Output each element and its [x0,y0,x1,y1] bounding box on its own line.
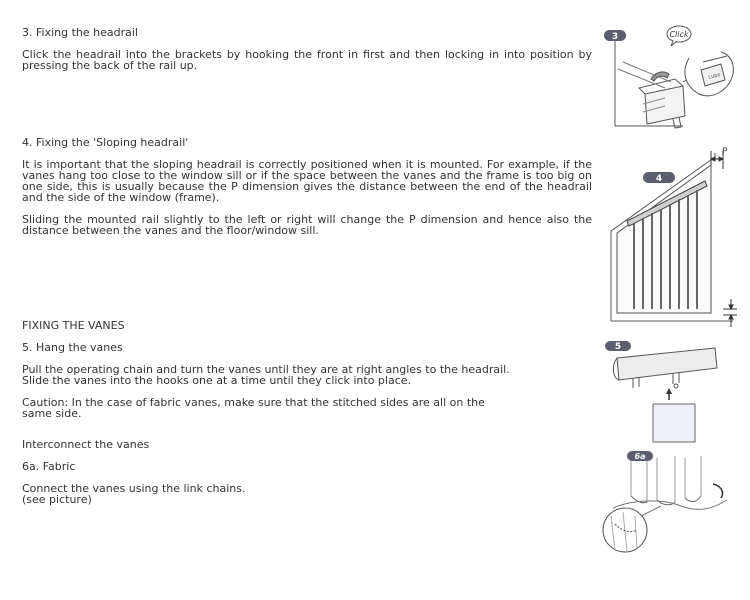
svg-text:6a: 6a [634,452,646,461]
badge-step-3 [604,30,626,42]
heading-hang-vanes: 5. Hang the vanes [22,341,123,354]
badge-step-6a [627,451,653,461]
badge-step-4 [643,172,675,184]
paragraph-operating-chain: Pull the operating chain and turn the vanes until they are at right angles to the headrail. [22,363,510,376]
heading-sloping-headrail: 4. Fixing the 'Sloping headrail' [22,136,189,149]
figure-hang-vanes [603,338,723,443]
fabric-vanes-illustration [613,456,727,509]
paragraph-see-picture: (see picture) [22,493,92,506]
figure-fixing-headrail [603,24,738,134]
zoom-inset [603,506,661,552]
svg-text:3: 3 [611,32,619,42]
subheading-fabric: 6a. Fabric [22,460,76,473]
dimension-markers [711,151,737,327]
heading-interconnect-vanes: Interconnect the vanes [22,438,150,451]
svg-text:5: 5 [614,342,622,352]
paragraph-sloping-importance: It is important that the sloping headrail is correctly positioned when it is mounted. For example, if the vanes hang too close to the window sill or if the space between the vanes and the frame is too big on one side, this is usually because the P dimension gives the distance between the end of the headrail and the side of the window (frame). [22,158,592,204]
badge-step-5 [605,341,631,352]
svg-text:4: 4 [655,174,663,184]
figure-fabric-link-chains [601,450,741,560]
paragraph-link-chains: Connect the vanes using the link chains. [22,482,246,495]
vane-illustration [653,388,695,442]
svg-text:Click: Click [669,30,689,39]
dimension-label-p: P [722,147,728,157]
paragraph-sliding-rail: Sliding the mounted rail slightly to the left or right will change the P dimension and hence also the distance between the vanes and the floor/window sill. [22,213,592,237]
paragraph-caution: Caution: In the case of fabric vanes, make sure that the stitched sides are all on the same side. [22,396,485,420]
headrail-with-hooks [613,348,717,388]
wall-bracket-illustration [615,36,733,128]
paragraph-headrail-instructions: Click the headrail into the brackets by hooking the front in first and then locking in into position by pressing the back of the rail up. [22,48,592,72]
title-fixing-vanes: FIXING THE VANES [22,319,125,332]
heading-fixing-headrail: 3. Fixing the headrail [22,26,138,39]
bracket-label: Lube [707,71,722,81]
click-callout [667,26,691,46]
paragraph-slide-vanes: Slide the vanes into the hooks one at a time until they click into place. [22,374,412,387]
figure-sloping-headrail [605,143,745,333]
